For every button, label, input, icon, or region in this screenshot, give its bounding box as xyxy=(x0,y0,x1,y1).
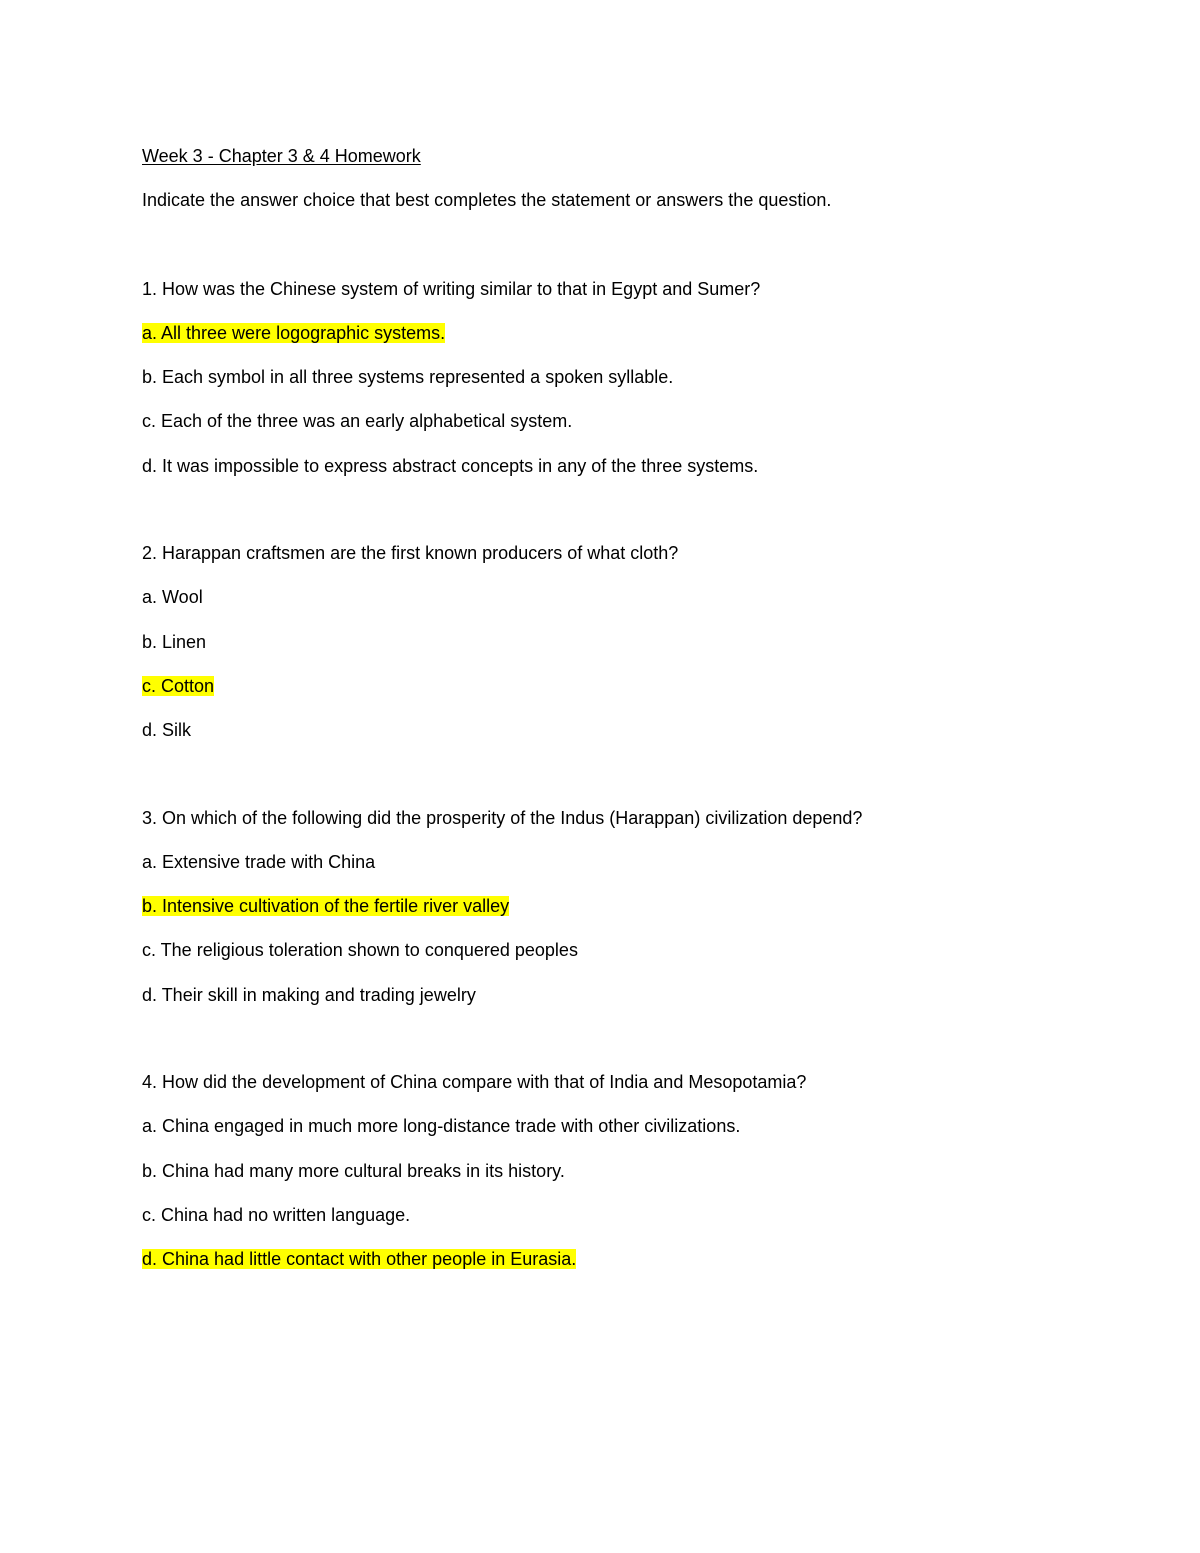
highlighted-answer: b. Intensive cultivation of the fertile river valley xyxy=(142,896,510,916)
q3-choice-c: c. The religious toleration shown to conquered peoples xyxy=(142,940,578,960)
q2-choice-b: b. Linen xyxy=(142,632,207,652)
instructions: Indicate the answer choice that best completes the statement or answers the question. xyxy=(142,190,832,210)
question-2: 2. Harappan craftsmen are the first known producers of what cloth? xyxy=(142,543,679,563)
q4-choice-a: a. China engaged in much more long-distance trade with other civilizations. xyxy=(142,1116,741,1136)
q4-choice-d xyxy=(142,1248,576,1270)
q1-choice-d: d. It was impossible to express abstract concepts in any of the three systems. xyxy=(142,456,759,476)
q2-choice-c xyxy=(142,675,214,697)
q4-choice-c: c. China had no written language. xyxy=(142,1205,411,1225)
q1-choice-c: c. Each of the three was an early alphabetical system. xyxy=(142,411,573,431)
question-4: 4. How did the development of China compare with that of India and Mesopotamia? xyxy=(142,1072,807,1092)
highlighted-answer: d. China had little contact with other people in Eurasia. xyxy=(142,1249,577,1269)
q1-choice-a xyxy=(142,322,445,344)
q3-choice-d: d. Their skill in making and trading jewelry xyxy=(142,985,476,1005)
q4-choice-b: b. China had many more cultural breaks in its history. xyxy=(142,1161,565,1181)
document-title: Week 3 - Chapter 3 & 4 Homework xyxy=(142,146,421,166)
q1-choice-b: b. Each symbol in all three systems represented a spoken syllable. xyxy=(142,367,674,387)
highlighted-answer: c. Cotton xyxy=(142,676,215,696)
q2-choice-d: d. Silk xyxy=(142,720,192,740)
question-3: 3. On which of the following did the prosperity of the Indus (Harappan) civilization depend? xyxy=(142,808,863,828)
q3-choice-a: a. Extensive trade with China xyxy=(142,852,376,872)
question-1: 1. How was the Chinese system of writing similar to that in Egypt and Sumer? xyxy=(142,279,761,299)
q3-choice-b xyxy=(142,895,509,917)
highlighted-answer: a. All three were logographic systems. xyxy=(142,323,446,343)
q2-choice-a: a. Wool xyxy=(142,587,203,607)
